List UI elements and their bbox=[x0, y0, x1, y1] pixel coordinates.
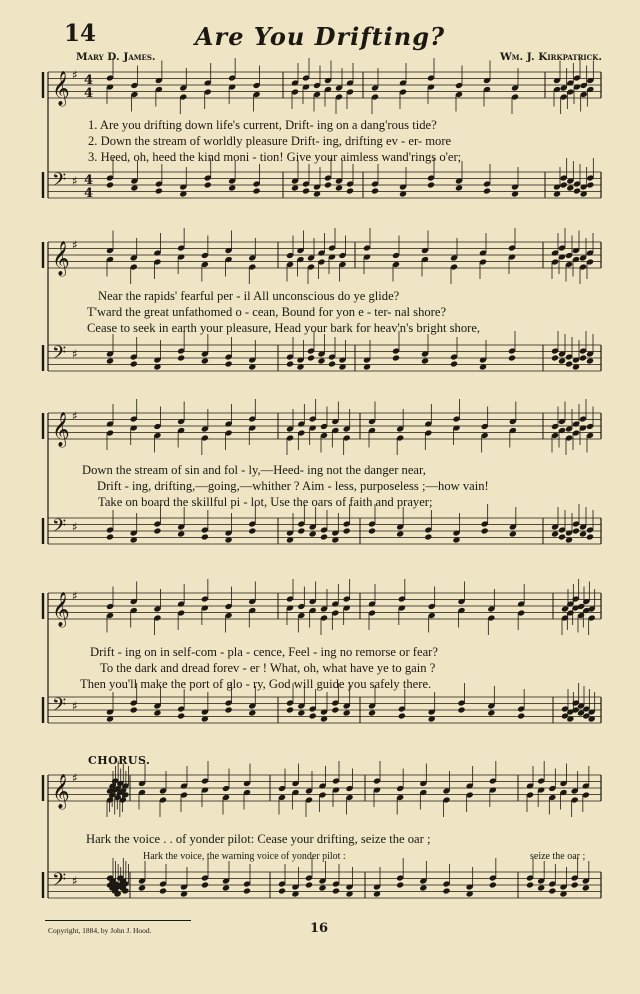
time-signature: 4 bbox=[84, 86, 94, 101]
notehead bbox=[442, 887, 450, 894]
notehead bbox=[573, 187, 581, 194]
notehead bbox=[177, 530, 185, 537]
lyricist: Mary D. James. bbox=[76, 51, 156, 63]
key-signature: ♯ bbox=[72, 238, 78, 252]
notehead bbox=[201, 533, 209, 540]
lyric-line: Drift - ing, drifting,—going,—whither ? Aim - less, purposeless ;—how vain! bbox=[97, 479, 489, 493]
notehead bbox=[508, 354, 516, 361]
notehead bbox=[177, 712, 185, 719]
chorus-bass-lyric: seize the oar ; bbox=[530, 851, 586, 862]
notehead bbox=[317, 357, 325, 364]
notehead bbox=[328, 360, 336, 367]
lyric-line: Then you'll make the port of glo - ry, God will guide you safely there. bbox=[80, 677, 432, 691]
treble-clef: 𝄞 bbox=[52, 71, 70, 106]
notehead bbox=[579, 354, 587, 361]
notehead bbox=[297, 709, 305, 716]
bass-clef: 𝄢 bbox=[52, 170, 67, 195]
notehead bbox=[571, 881, 579, 888]
notehead bbox=[291, 184, 299, 191]
notehead bbox=[324, 181, 332, 188]
notehead bbox=[457, 706, 465, 713]
notehead bbox=[368, 709, 376, 716]
notehead bbox=[153, 709, 161, 716]
notehead bbox=[421, 357, 429, 364]
notehead bbox=[201, 357, 209, 364]
time-signature: 4 bbox=[84, 73, 94, 88]
notehead bbox=[201, 881, 209, 888]
notehead bbox=[487, 709, 495, 716]
notehead bbox=[368, 527, 376, 534]
notehead bbox=[343, 709, 351, 716]
notehead bbox=[396, 881, 404, 888]
notehead bbox=[130, 360, 138, 367]
notehead bbox=[424, 533, 432, 540]
lyric-line: Take on board the skillful pi - lot, Use the oars of faith and prayer; bbox=[98, 495, 433, 509]
notehead bbox=[222, 884, 230, 891]
notehead bbox=[489, 881, 497, 888]
notehead bbox=[586, 357, 594, 364]
notehead bbox=[343, 527, 351, 534]
bass-clef: 𝄢 bbox=[52, 695, 67, 720]
notehead bbox=[526, 881, 534, 888]
notehead bbox=[346, 187, 354, 194]
key-signature: ♯ bbox=[72, 874, 78, 888]
notehead bbox=[427, 181, 435, 188]
key-signature: ♯ bbox=[72, 409, 78, 423]
hymn-title: Are You Drifting? bbox=[194, 22, 446, 51]
notehead bbox=[331, 706, 339, 713]
page-number: 14 bbox=[64, 20, 97, 47]
notehead bbox=[309, 712, 317, 719]
notehead bbox=[228, 184, 236, 191]
notehead bbox=[565, 360, 573, 367]
notehead bbox=[302, 187, 310, 194]
notehead bbox=[307, 354, 315, 361]
notehead bbox=[509, 530, 517, 537]
notehead bbox=[159, 887, 167, 894]
notehead bbox=[560, 181, 568, 188]
notehead bbox=[155, 187, 163, 194]
key-signature: ♯ bbox=[72, 520, 78, 534]
notehead bbox=[153, 527, 161, 534]
notehead bbox=[450, 360, 458, 367]
notehead bbox=[582, 884, 590, 891]
treble-clef: 𝄞 bbox=[52, 592, 70, 627]
notehead bbox=[130, 706, 138, 713]
lyric-line: Down the stream of sin and fol - ly,—Heed- ing not the danger near, bbox=[82, 463, 426, 477]
notehead bbox=[551, 354, 559, 361]
treble-clef: 𝄞 bbox=[52, 774, 70, 809]
notehead bbox=[551, 530, 559, 537]
notehead bbox=[537, 884, 545, 891]
key-signature: ♯ bbox=[72, 68, 78, 82]
notehead bbox=[253, 187, 261, 194]
notehead bbox=[392, 354, 400, 361]
notehead bbox=[483, 187, 491, 194]
notehead bbox=[332, 887, 340, 894]
time-signature: 4 bbox=[84, 186, 94, 201]
chorus-lyric: Hark the voice . . of yonder pilot: Cease your drifting, seize the oar ; bbox=[86, 832, 431, 846]
notehead bbox=[586, 533, 594, 540]
notehead bbox=[243, 887, 251, 894]
notehead bbox=[225, 360, 233, 367]
notehead bbox=[558, 533, 566, 540]
notehead bbox=[138, 884, 146, 891]
notehead bbox=[106, 533, 114, 540]
notehead bbox=[130, 184, 138, 191]
notehead bbox=[558, 357, 566, 364]
notehead bbox=[309, 530, 317, 537]
notehead bbox=[305, 881, 313, 888]
notehead bbox=[204, 181, 212, 188]
time-signature: 4 bbox=[84, 173, 94, 188]
bass-clef: 𝄢 bbox=[52, 343, 67, 368]
notehead bbox=[297, 527, 305, 534]
copyright: Copyright, 1884, by John J. Hood. bbox=[48, 926, 152, 935]
lyric-line: Drift - ing on in self-com - pla - cence, Feel - ing no remorse or fear? bbox=[90, 645, 438, 659]
notehead bbox=[335, 184, 343, 191]
lyric-line: 1. Are you drifting down life's current, Drift- ing on a dang'rous tide? bbox=[88, 118, 437, 132]
notehead bbox=[455, 184, 463, 191]
notehead bbox=[177, 354, 185, 361]
bass-clef: 𝄢 bbox=[52, 870, 67, 895]
notehead bbox=[548, 887, 556, 894]
lyric-line: 2. Down the stream of worldly pleasure Drift- ing, drifting ev - er- more bbox=[88, 134, 452, 148]
notehead bbox=[106, 357, 114, 364]
notehead bbox=[419, 884, 427, 891]
lyric-line: Near the rapids' fearful per - il All unconscious do ye glide? bbox=[98, 289, 400, 303]
footer-page-number: 16 bbox=[310, 921, 329, 936]
lyric-line: 3. Heed, oh, heed the kind moni - tion! Give your aimless wand'rings o'er; bbox=[88, 150, 462, 164]
notehead bbox=[286, 706, 294, 713]
chorus-label: CHORUS. bbox=[88, 754, 151, 767]
key-signature: ♯ bbox=[72, 174, 78, 188]
treble-clef: 𝄞 bbox=[52, 241, 70, 276]
footer-rule bbox=[45, 920, 191, 921]
notehead bbox=[225, 706, 233, 713]
notehead bbox=[248, 709, 256, 716]
composer: Wm. J. Kirkpatrick. bbox=[499, 51, 602, 63]
notehead bbox=[320, 533, 328, 540]
notehead bbox=[481, 527, 489, 534]
notehead bbox=[398, 712, 406, 719]
treble-clef: 𝄞 bbox=[52, 412, 70, 447]
lyric-line: To the dark and dread forev - er ! What, oh, what have ye to gain ? bbox=[100, 661, 436, 675]
notehead bbox=[278, 887, 286, 894]
notehead bbox=[396, 530, 404, 537]
notehead bbox=[586, 181, 594, 188]
key-signature: ♯ bbox=[72, 347, 78, 361]
notehead bbox=[517, 712, 525, 719]
key-signature: ♯ bbox=[72, 699, 78, 713]
bass-clef: 𝄢 bbox=[52, 516, 67, 541]
notehead bbox=[286, 360, 294, 367]
notehead bbox=[248, 527, 256, 534]
notehead bbox=[106, 181, 114, 188]
chorus-bass-lyric: Hark the voice, the warning voice of yonder pilot : bbox=[143, 851, 346, 862]
key-signature: ♯ bbox=[72, 771, 78, 785]
lyric-line: Cease to seek in earth your pleasure, Head your bark for heav'n's bright shore, bbox=[87, 321, 481, 335]
notehead bbox=[318, 884, 326, 891]
notehead bbox=[566, 184, 574, 191]
notehead bbox=[572, 527, 580, 534]
key-signature: ♯ bbox=[72, 589, 78, 603]
notehead bbox=[371, 187, 379, 194]
lyric-line: T'ward the great unfathomed o - cean, Bound for yon e - ter- nal shore? bbox=[87, 305, 447, 319]
notehead bbox=[579, 530, 587, 537]
